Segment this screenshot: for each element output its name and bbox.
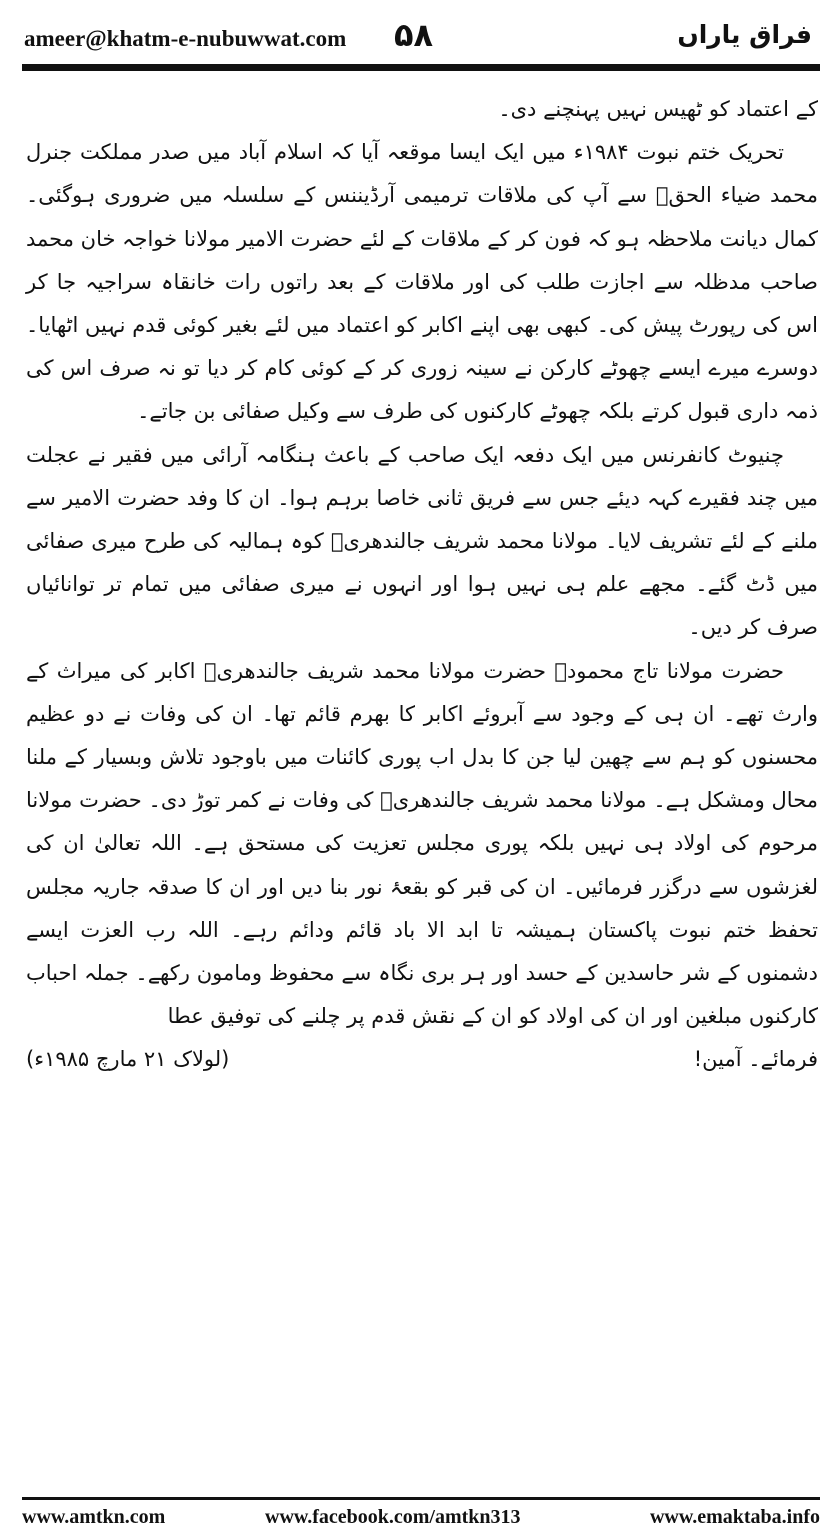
page-footer: [22, 1506, 820, 1534]
paragraph-continuation: کے اعتماد کو ٹھیس نہیں پہنچنے دی۔: [498, 97, 818, 121]
paragraph: تحریک ختم نبوت ۱۹۸۴ء میں ایک ایسا موقعہ آیا کہ اسلام آباد میں صدر مملکت جنرل محمد ضیاء الحقؒ سے آپ کی ملاقات ترمیمی آرڈیننس کے سلسلہ میں ضروری ہوگئی۔ کمال دیانت ملاحظہ ہو کہ فون کر کے ملاقات کے لئے حضرت الامیر مولانا خواجہ خان محمد صاحب مدظلہ سے اجازت طلب کی اور ملاقات کے بعد راتوں رات خانقاہ سراجیہ جا کر اس کی رپورٹ پیش کی۔ کبھی بھی اپنے اکابر کو اعتماد میں لئے بغیر کوئی قدم نہیں اٹھایا۔ دوسرے میرے ایسے چھوٹے کارکن نے سینہ زوری کر کے کوئی کام کر دیا تو نہ صرف اس کی ذمہ داری قبول کرتے بلکہ چھوٹے کارکنوں کی طرف سے وکیل صفائی بن جاتے۔: [26, 140, 818, 424]
page-header: [0, 0, 840, 70]
footer-link-amtkn[interactable]: www.amtkn.com: [22, 1506, 166, 1528]
footer-link-facebook[interactable]: www.facebook.com/amtkn313: [265, 1506, 521, 1528]
header-email: ameer@khatm-e-nubuwwat.com: [24, 26, 347, 51]
footer-rule: [22, 1497, 820, 1500]
footer-link-emaktaba[interactable]: www.emaktaba.info: [649, 1506, 820, 1528]
page-number: ۵۸: [394, 16, 434, 54]
paragraph: چنیوٹ کانفرنس میں ایک دفعہ ایک صاحب کے باعث ہنگامہ آرائی میں فقیر نے عجلت میں چند فقیرے کہہ دیئے جس سے فریق ثانی خاصا برہم ہوا۔ ان کا وفد حضرت الامیر سے ملنے کے لئے تشریف لایا۔ مولانا محمد شریف جالندھریؒ کوہ ہمالیہ کی طرح میری صفائی میں ڈٹ گئے۔ مجھے علم ہی نہیں ہوا اور انہوں نے میری صفائی میں تمام تر توانائیاں صرف کر دیں۔: [26, 442, 818, 640]
page-body: [26, 88, 818, 1081]
paragraph: حضرت مولانا تاج محمودؒ حضرت مولانا محمد شریف جالندھریؒ اکابر کی میراث کے وارث تھے۔ ان ہی کے وجود سے آبروئے اکابر کا بھرم قائم تھا۔ ان کی وفات نے دو عظیم محسنوں کو ہم سے چھین لیا جن کا بدل اب پوری کائنات میں باوجود تلاش وبسیار کے ملنا محال ومشکل ہے۔ مولانا محمد شریف جالندھریؒ کی وفات نے کمر توڑ دی۔ حضرت مولانا مرحوم کی اولاد ہی نہیں بلکہ پوری مجلس تعزیت کی مستحق ہے۔ اللہ تعالیٰ ان کی لغزشوں سے درگزر فرمائیں۔ ان کی قبر کو بقعۂ نور بنا دیں اور ان کا صدقہ جاریہ مجلس تحفظ ختم نبوت پاکستان ہمیشہ تا ابد الا باد قائم ودائم رہے۔ اللہ رب العزت ایسے دشمنوں کے شر حاسدین کے حسد اور ہر بری نگاہ سے محفوظ ومامون رکھے۔ جملہ احباب کارکنوں مبلغین اور ان کی اولاد کو ان کے نقش قدم پر چلنے کی توفیق عطا: [26, 658, 818, 1029]
closing-amen: فرمائے۔ آمین!: [693, 1047, 818, 1072]
header-rule: [22, 64, 820, 71]
closing-line: [26, 1038, 818, 1081]
book-title: فراق یاراں: [677, 20, 812, 49]
source-citation: (لولاک ۲۱ مارچ ۱۹۸۵ء): [26, 1047, 230, 1072]
